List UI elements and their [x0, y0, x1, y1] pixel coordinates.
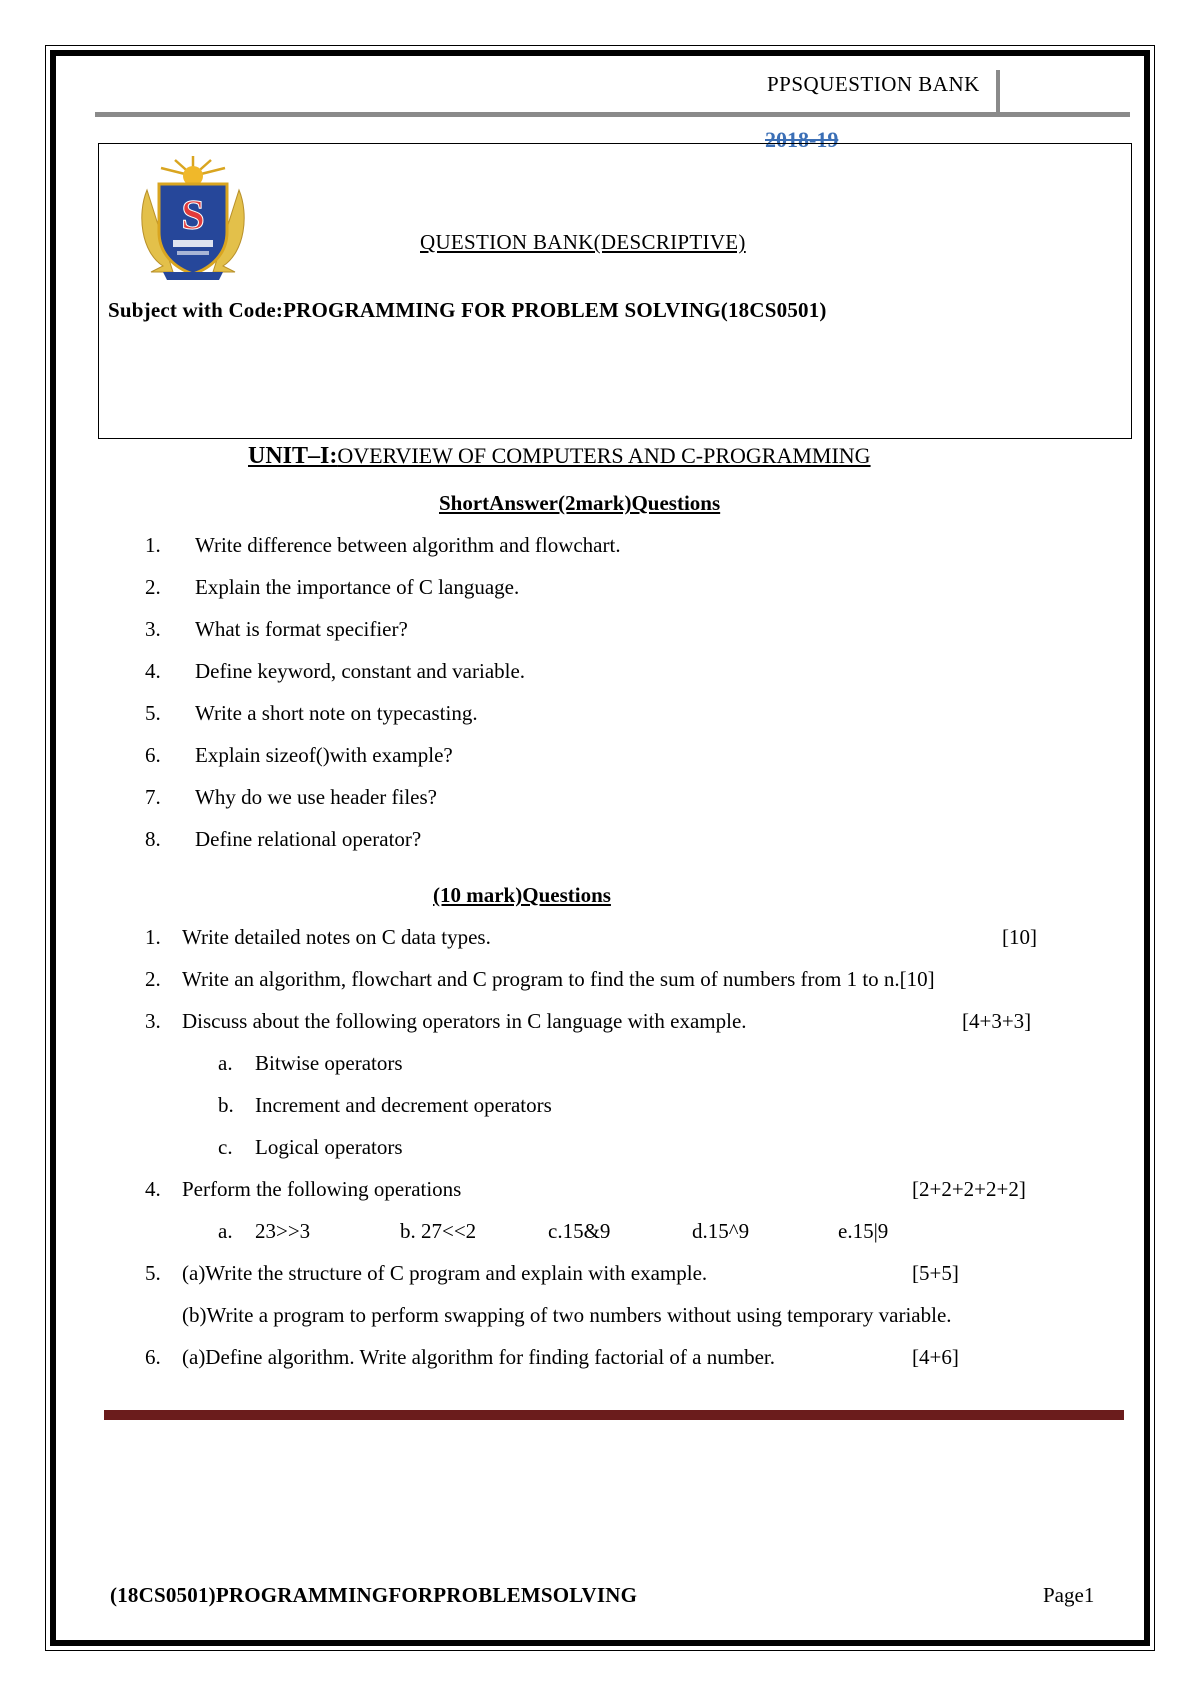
question-number: 3. [145, 1009, 161, 1033]
sub-text: Bitwise operators [255, 1051, 403, 1075]
operation-item: e.15|9 [838, 1219, 889, 1243]
crest-icon [133, 154, 253, 284]
question-text: Explain sizeof()with example? [195, 743, 453, 767]
question-marks: [5+5] [912, 1261, 959, 1285]
question-number: 1. [145, 533, 161, 557]
header-year: 2018-19 [765, 127, 839, 152]
question-text: Write detailed notes on C data types. [182, 925, 491, 949]
subject-label: Subject with Code: [108, 298, 284, 322]
unit-heading [248, 443, 871, 470]
college-crest-logo [133, 154, 253, 284]
question-text: Why do we use header files? [195, 785, 437, 809]
sub-text: Increment and decrement operators [255, 1093, 552, 1117]
question-text: Write difference between algorithm and flowchart. [195, 533, 621, 557]
header-divider [95, 112, 1130, 117]
question-number: 1. [145, 925, 161, 949]
svg-text:S: S [181, 193, 205, 239]
question-marks: [4+3+3] [962, 1009, 1032, 1033]
subject-value: PROGRAMMING FOR PROBLEM SOLVING(18CS0501) [283, 298, 827, 322]
question-text: Discuss about the following operators in C language with example. [182, 1009, 747, 1033]
document-title: QUESTION BANK(DESCRIPTIVE) [420, 230, 746, 254]
question-text: Write an algorithm, flowchart and C program to find the sum of numbers from 1 to n.[10] [182, 967, 935, 991]
header-title: PPSQUESTION BANK [767, 72, 980, 96]
question-number: 2. [145, 575, 161, 599]
question-text: Perform the following operations [182, 1177, 462, 1201]
question-marks: [2+2+2+2+2] [912, 1177, 1026, 1201]
question-number: 6. [145, 743, 161, 767]
question-marks: [10] [1002, 925, 1037, 949]
question-text: Define relational operator? [195, 827, 422, 851]
subject-line [108, 298, 827, 323]
operation-item: 23>>3 [255, 1219, 311, 1243]
sub-letter: b. [218, 1093, 234, 1117]
short-answer-heading: ShortAnswer(2mark)Questions [439, 491, 721, 515]
sub-text: Logical operators [255, 1135, 403, 1159]
unit-label: UNIT–I: [248, 443, 338, 469]
long-answer-heading: (10 mark)Questions [433, 883, 611, 907]
question-text: (b)Write a program to perform swapping of two numbers without using temporary variable. [182, 1303, 952, 1327]
unit-title: OVERVIEW OF COMPUTERS AND C-PROGRAMMING [337, 443, 871, 468]
question-number: 3. [145, 617, 161, 641]
header-divider-vertical [996, 70, 1000, 114]
question-text: (a)Define algorithm. Write algorithm for finding factorial of a number. [182, 1345, 775, 1369]
question-text: Write a short note on typecasting. [195, 701, 478, 725]
title-box [98, 143, 1132, 439]
question-marks: [4+6] [912, 1345, 959, 1369]
sub-letter: c. [218, 1135, 233, 1159]
question-number: 4. [145, 1177, 161, 1201]
section-divider [104, 1410, 1124, 1420]
question-text: What is format specifier? [195, 617, 408, 641]
operation-item: c.15&9 [548, 1219, 611, 1243]
sub-letter: a. [218, 1051, 233, 1075]
question-number: 2. [145, 967, 161, 991]
question-number: 7. [145, 785, 161, 809]
question-number: 8. [145, 827, 161, 851]
question-number: 4. [145, 659, 161, 683]
question-text: (a)Write the structure of C program and explain with example. [182, 1261, 708, 1285]
operation-item: b. 27<<2 [400, 1219, 477, 1243]
question-number: 5. [145, 701, 161, 725]
question-number: 6. [145, 1345, 161, 1369]
question-text: Explain the importance of C language. [195, 575, 520, 599]
operation-letter: a. [218, 1219, 233, 1243]
page-number: Page1 [1043, 1583, 1095, 1607]
question-number: 5. [145, 1261, 161, 1285]
question-text: Define keyword, constant and variable. [195, 659, 526, 683]
operation-item: d.15^9 [692, 1219, 750, 1243]
footer-course: (18CS0501)PROGRAMMINGFORPROBLEMSOLVING [110, 1583, 638, 1607]
